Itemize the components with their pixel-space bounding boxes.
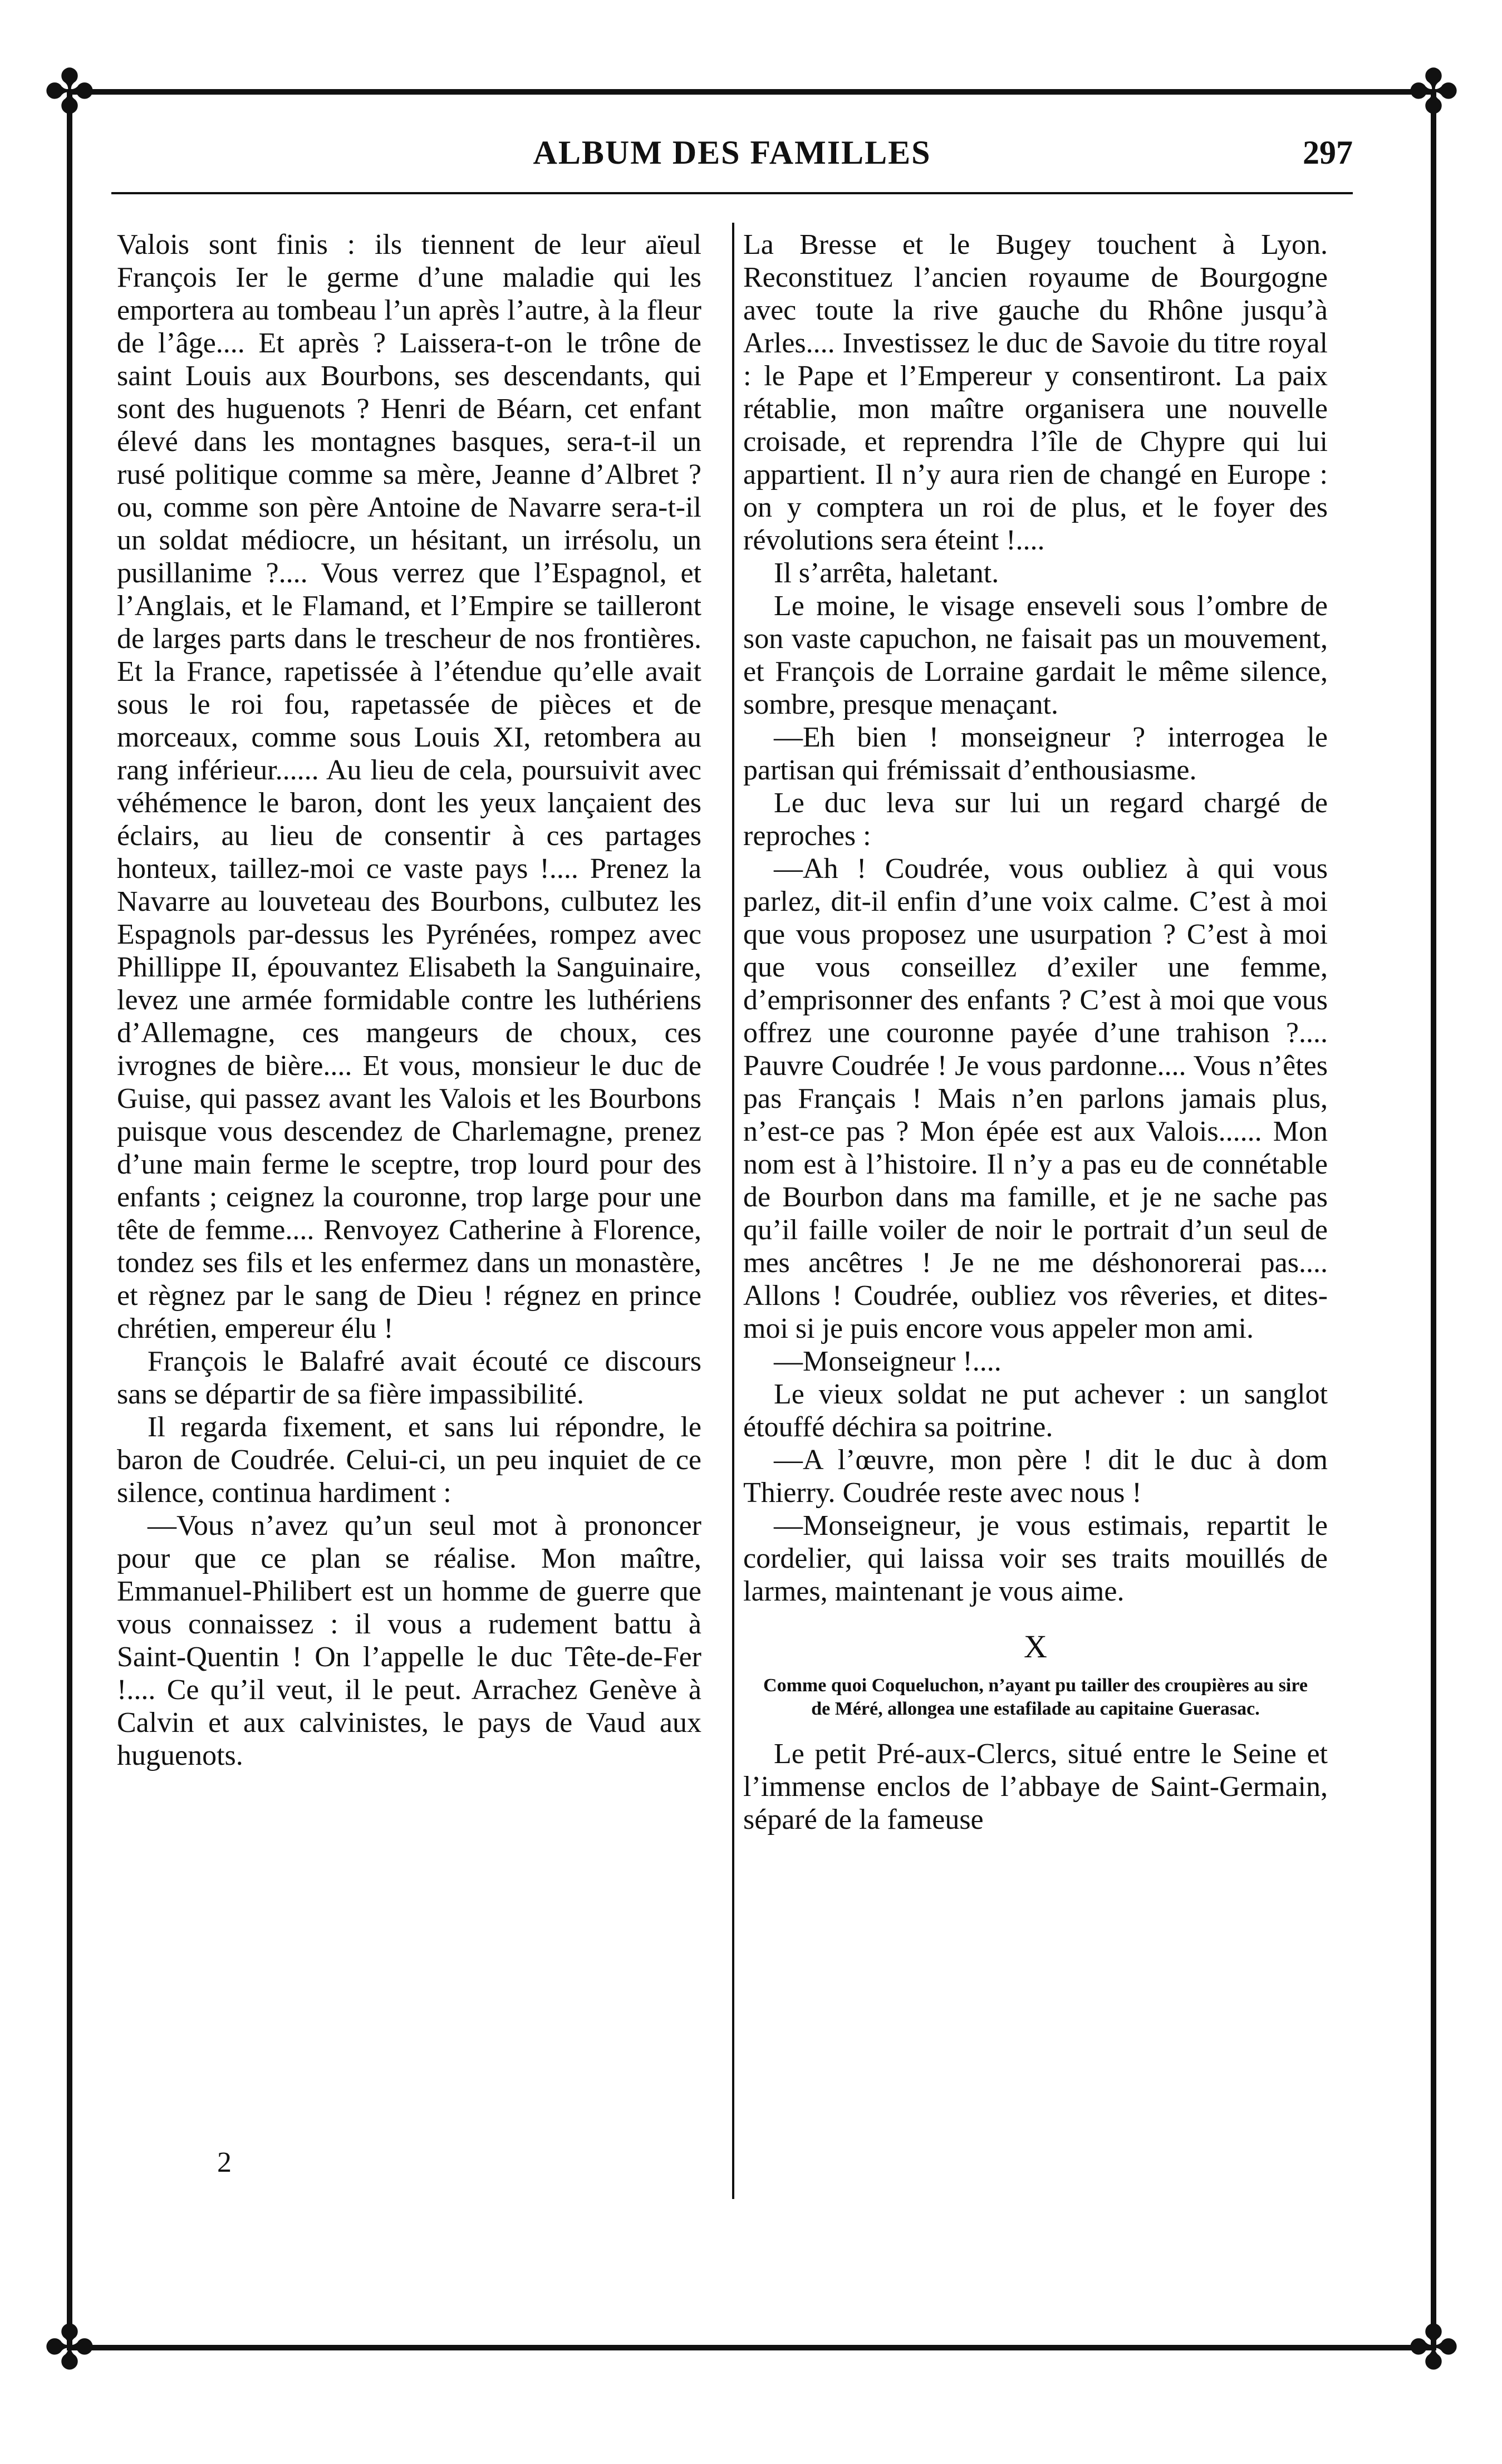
corner-ornament-icon: ✤	[43, 56, 96, 127]
paragraph: Le moine, le visage enseveli sous l’ombre de son vaste capuchon, ne faisait pas un mouvement, et François de Lorraine gardait le même silence, sombre, presque menaçant.	[743, 590, 1328, 720]
corner-ornament-icon: ✤	[43, 2312, 96, 2383]
paragraph: —A l’œuvre, mon père ! dit le duc à dom Thierry. Coudrée reste avec nous !	[743, 1444, 1328, 1509]
corner-ornament-icon: ✤	[1407, 2312, 1460, 2383]
corner-ornament-icon: ✤	[1407, 56, 1460, 127]
running-header	[111, 134, 1353, 184]
page-number: 297	[1303, 134, 1353, 171]
frame-bottom-border	[67, 2345, 1436, 2350]
paragraph: Valois sont finis : ils tiennent de leur aïeul François Ier le germe d’une maladie qui les emportera au tombeau l’un après l’autre, à la fleur de l’âge.... Et après ? Laissera-t-on le trône de saint Louis aux Bourbons, ses descendants, qui sont des huguenots ? Henri de Béarn, cet enfant élevé dans les montagnes basques, sera-t-il un rusé politique comme sa mère, Jeanne d’Albret ? ou, comme son père Antoine de Navarre sera-t-il un soldat médiocre, un hésitant, un irrésolu, un pusillanime ?.... Vous verrez que l’Espagnol, et l’Anglais, et le Flamand, et l’Empire se tailleront de larges parts dans le trescheur de nos frontières. Et la France, rapetissée à l’étendue qu’elle avait sous le roi fou, rapetassée de pièces et de morceaux, comme sous Louis XI, retombera au rang inférieur...... Au lieu de cela, poursuivit avec véhémence le baron, dont les yeux lançaient des éclairs, au lieu de consentir à ces partages honteux, taillez-moi ce vaste pays !.... Prenez la Navarre au louveteau des Bourbons, culbutez les Espagnols par-dessus les Pyrénées, rompez avec Phillippe II, épouvantez Elisabeth la Sanguinaire, levez une armée formidable contre les luthériens d’Allemagne, ces mangeurs de choux, ces ivrognes de bière.... Et vous, monsieur le duc de Guise, qui passez avant les Valois et les Bourbons puisque vous descendez de Charlemagne, prenez d’une main ferme le sceptre, trop lourd pour des enfants ; ceignez la couronne, trop large pour une tête de femme.... Renvoyez Catherine à Florence, tondez ses fils et les enfermez dans un monastère, et règnez par le sang de Dieu ! régnez en prince chrétien, empereur élu !	[117, 229, 701, 1344]
frame-right-border	[1431, 89, 1436, 2350]
right-column-paragraphs	[743, 228, 1328, 1608]
paragraph: François le Balafré avait écouté ce discours sans se départir de sa fière impassibilité.	[117, 1346, 701, 1410]
paragraph: La Bresse et le Bugey touchent à Lyon. Reconstituez l’ancien royaume de Bourgogne avec toute la rive gauche du Rhône jusqu’à Arles.... Investissez le duc de Savoie du titre royal : le Pape et l’Empereur y consentiront. La paix rétablie, mon maître organisera une nouvelle croisade, et reprendra l’île de Chypre qui lui appartient. Il n’y aura rien de changé en Europe : on y comptera un roi de plus, et le foyer des révolutions sera éteint !....	[743, 229, 1328, 556]
paragraph: Il regarda fixement, et sans lui répondre, le baron de Coudrée. Celui-ci, un peu inquiet de ce silence, continua hardiment :	[117, 1411, 701, 1509]
frame-top-border	[67, 89, 1436, 95]
paragraph: Le petit Pré-aux-Clercs, situé entre le Seine et l’immense enclos de l’abbaye de Saint-Germain, séparé de la fameuse	[743, 1738, 1328, 1835]
paragraph: —Monseigneur, je vous estimais, repartit le cordelier, qui laissa voir ses traits mouillés de larmes, maintenant je vous aime.	[743, 1510, 1328, 1607]
signature-mark: 2	[217, 2147, 232, 2178]
paragraph: —Eh bien ! monseigneur ? interrogea le partisan qui frémissait d’enthousiasme.	[743, 721, 1328, 786]
chapter-number: X	[1024, 1628, 1047, 1665]
paragraph: Le duc leva sur lui un regard chargé de reproches :	[743, 787, 1328, 852]
paragraph: —Ah ! Coudrée, vous oubliez à qui vous parlez, dit-il enfin d’une voix calme. C’est à moi que vous proposez une usurpation ? C’est à moi que vous conseillez d’exiler une femme, d’emprisonner des enfants ? C’est à moi que vous offrez une couronne payée d’une trahison ?.... Pauvre Coudrée ! Je vous pardonne.... Vous n’êtes pas Français ! Mais n’en parlons jamais plus, n’est-ce pas ? Mon épée est aux Valois...... Mon nom est à l’histoire. Il n’y a pas eu de connétable de Bourbon dans ma famille, et je ne sache pas qu’il faille voiler de noir le portrait d’un seul de mes ancêtres ! Je ne me déshonorerai pas.... Allons ! Coudrée, oubliez vos rêveries, et dites-moi si je puis encore vous appeler mon ami.	[743, 853, 1328, 1344]
frame-left-border	[67, 89, 72, 2350]
paragraph: Il s’arrêta, haletant.	[774, 557, 999, 589]
right-column-paragraphs-after	[743, 1737, 1328, 1836]
paragraph: Le vieux soldat ne put achever : un sanglot étouffé déchira sa poitrine.	[743, 1378, 1328, 1443]
right-column	[743, 228, 1328, 1836]
column-divider	[732, 223, 734, 2199]
left-column	[117, 228, 701, 1772]
paragraph: —Monseigneur !....	[774, 1346, 1002, 1377]
header-rule	[111, 192, 1353, 194]
paragraph: —Vous n’avez qu’un seul mot à prononcer pour que ce plan se réalise. Mon maître, Emmanuel-Philibert est un homme de guerre que vous connaissez : il vous a rudement battu à Saint-Quentin ! On l’appelle le duc Tête-de-Fer !.... Ce qu’il veut, il le peut. Arrachez Genève à Calvin et aux calvinistes, le pays de Vaud aux huguenots.	[117, 1510, 701, 1771]
running-title: ALBUM DES FAMILLES	[533, 134, 931, 171]
chapter-summary: Comme quoi Coqueluchon, n’ayant pu tailler des croupières au sire de Méré, allongea une estafilade au capitaine Guerasac.	[763, 1675, 1308, 1719]
